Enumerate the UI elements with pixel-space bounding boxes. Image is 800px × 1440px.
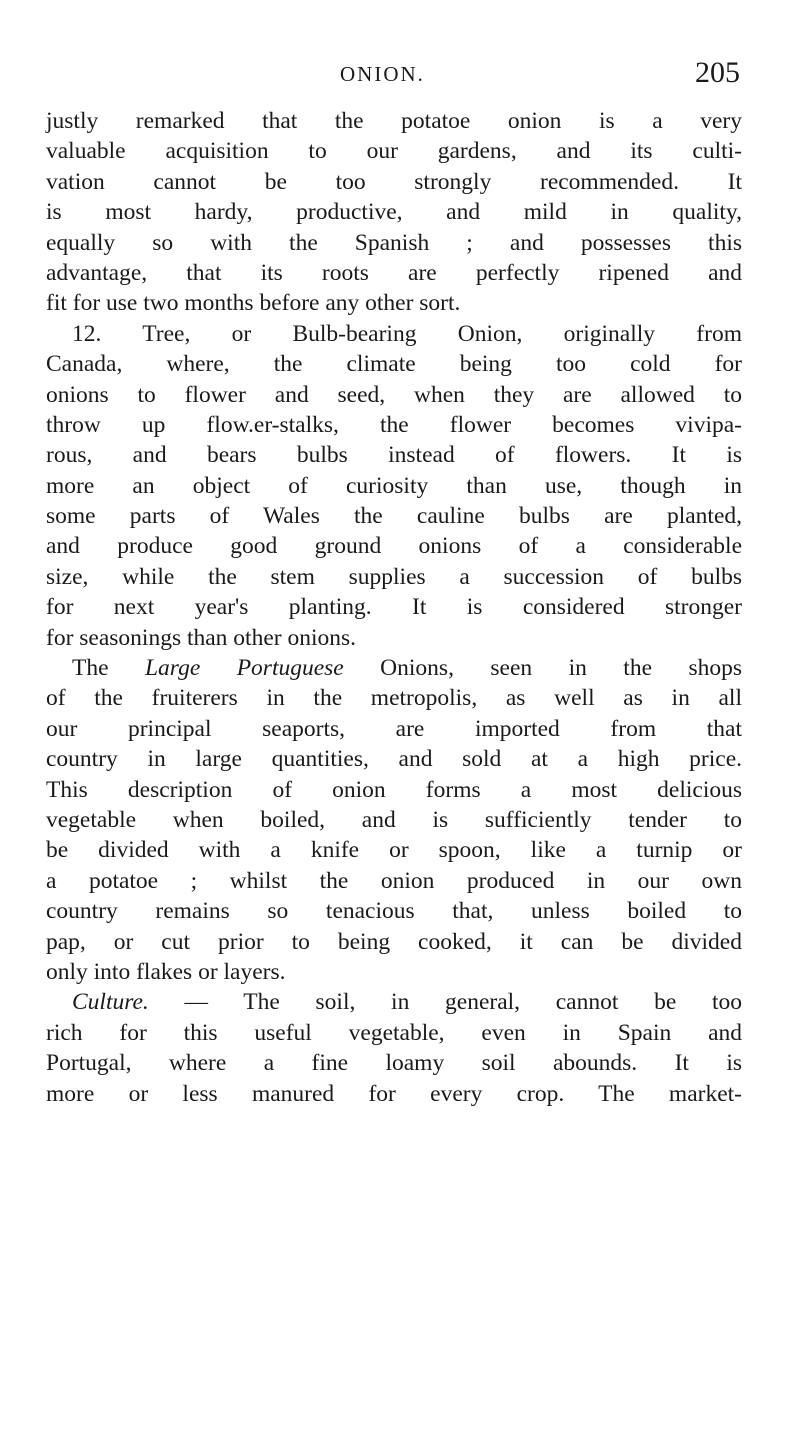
- text-line: of the fruiterers in the metropolis, as well as in all: [46, 685, 742, 712]
- text-line: country in large quantities, and sold at a high price.: [46, 746, 742, 773]
- text-line: only into flakes or layers.: [46, 958, 286, 985]
- line-suffix: — The soil, in general, cannot be too: [148, 989, 742, 1016]
- text-line: more an object of curiosity than use, though in: [46, 472, 742, 499]
- text-line: This description of onion forms a most delicious: [46, 776, 742, 803]
- text-line: Portugal, where a fine loamy soil abounds. It is: [46, 1050, 742, 1077]
- text-line: vation cannot be too strongly recommended. It: [46, 168, 742, 195]
- line-prefix: The: [72, 655, 145, 682]
- text-line: size, while the stem supplies a succession of bulbs: [46, 563, 742, 590]
- running-head: [60, 56, 740, 96]
- text-line: onions to flower and seed, when they are allowed to: [46, 381, 742, 408]
- text-line: a potatoe ; whilst the onion produced in our own: [46, 867, 742, 894]
- text-line-mixed: [46, 987, 742, 1017]
- running-head-title: ONION.: [340, 62, 425, 86]
- text-line: and produce good ground onions of a considerable: [46, 533, 742, 560]
- text-line: be divided with a knife or spoon, like a turnip or: [46, 837, 742, 864]
- text-line: pap, or cut prior to being cooked, it can be divided: [46, 928, 742, 955]
- text-line: is most hardy, productive, and mild in quality,: [46, 199, 742, 226]
- italic-heading: Culture.: [72, 989, 149, 1016]
- italic-phrase: Large Portuguese: [144, 655, 344, 682]
- text-line: advantage, that its roots are perfectly ripened and: [46, 259, 742, 286]
- line-suffix: Onions, seen in the shops: [343, 655, 742, 682]
- text-line: for seasonings than other onions.: [46, 624, 357, 651]
- text-line: justly remarked that the potatoe onion is a very: [46, 108, 742, 134]
- text-line: some parts of Wales the cauline bulbs are planted,: [46, 503, 742, 530]
- text-line: vegetable when boiled, and is sufficiently tender to: [46, 806, 742, 833]
- text-line: valuable acquisition to our gardens, and its culti-: [46, 138, 742, 165]
- text-line: rich for this useful vegetable, even in Spain and: [46, 1019, 742, 1046]
- text-line: 12. Tree, or Bulb-bearing Onion, originally from: [72, 320, 742, 347]
- text-line: fit for use two months before any other sort.: [46, 290, 461, 317]
- text-line: for next year's planting. It is considered stronger: [46, 594, 742, 621]
- text-line: more or less manured for every crop. The market-: [46, 1080, 742, 1107]
- text-line: Canada, where, the climate being too cold for: [46, 351, 742, 378]
- text-line: throw up flow.er-stalks, the flower becomes vivipa-: [46, 411, 742, 438]
- page-number: 205: [695, 56, 740, 89]
- text-line: rous, and bears bulbs instead of flowers. It is: [46, 442, 742, 469]
- body-text: [46, 106, 742, 1109]
- text-line: country remains so tenacious that, unless boiled to: [46, 898, 742, 925]
- text-line-mixed: [46, 653, 742, 683]
- text-line: our principal seaports, are imported from that: [46, 715, 742, 742]
- text-line: equally so with the Spanish ; and possesses this: [46, 229, 742, 256]
